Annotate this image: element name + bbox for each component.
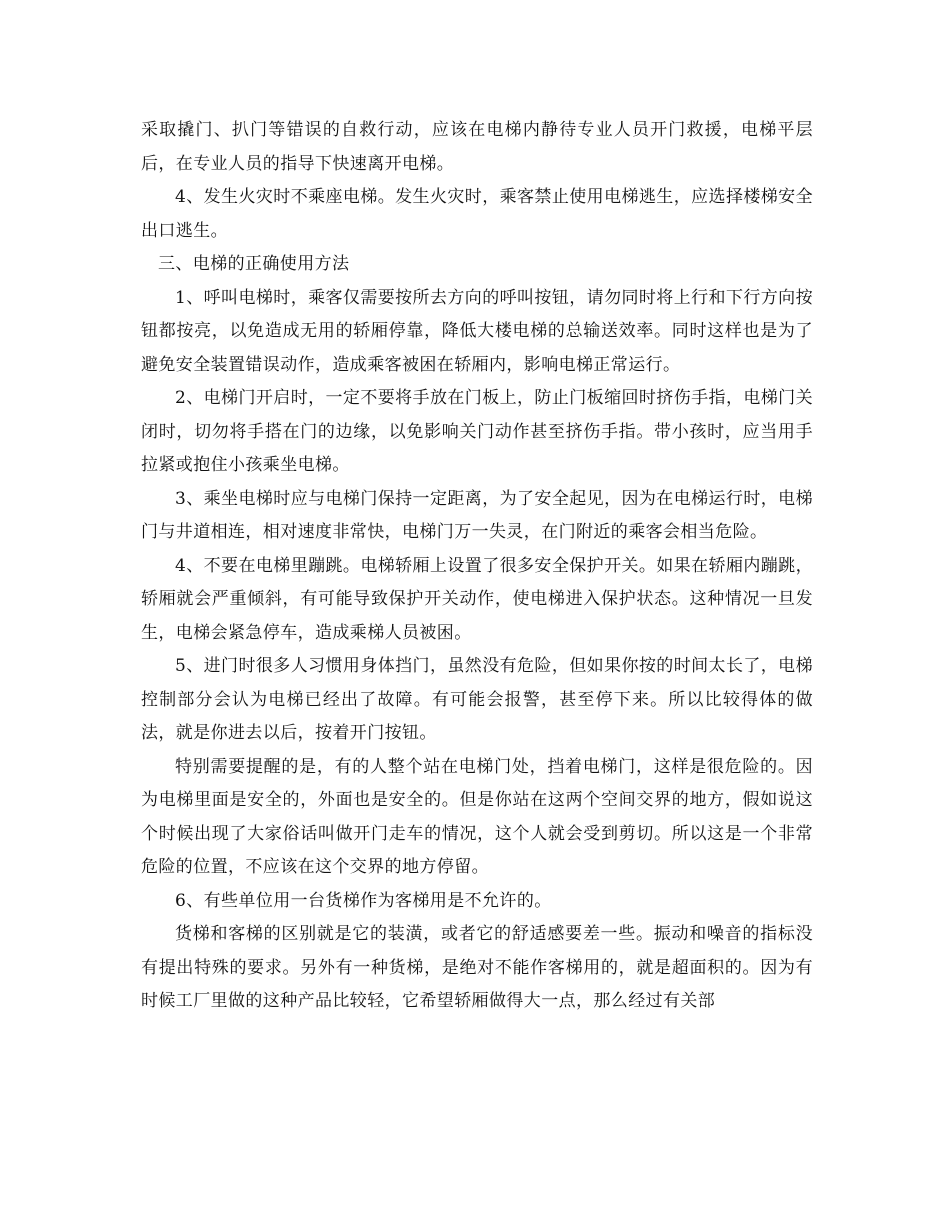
paragraph-rule-5: 5、进门时很多人习惯用身体挡门，虽然没有危险，但如果你按的时间太长了，电梯控制部分会认为电梯已经出了故障。有可能会报警，甚至停下来。所以比较得体的做法，就是你进去以后，按着开门按钮。 xyxy=(141,656,813,743)
paragraph-rule-2: 2、电梯门开启时，一定不要将手放在门板上，防止门板缩回时挤伤手指，电梯门关闭时，切勿将手搭在门的边缘，以免影响关门动作甚至挤伤手指。带小孩时，应当用手拉紧或抱住小孩乘坐电梯。 xyxy=(141,388,813,475)
section-heading-correct-usage: 三、电梯的正确使用方法 xyxy=(158,254,350,274)
paragraph-fire-rule: 4、发生火灾时不乘座电梯。发生火灾时，乘客禁止使用电梯逃生，应选择楼梯安全出口逃生。 xyxy=(141,187,813,241)
document-body xyxy=(141,114,813,1019)
paragraph-freight-elevator: 货梯和客梯的区别就是它的装潢，或者它的舒适感要差一些。振动和噪音的指标没有提出特殊的要求。另外有一种货梯，是绝对不能作客梯用的，就是超面积的。因为有时候工厂里做的这种产品比较轻，它希望轿厢做得大一点，那么经过有关部 xyxy=(141,924,813,1011)
paragraph-special-reminder: 特别需要提醒的是，有的人整个站在电梯门处，挡着电梯门，这样是很危险的。因为电梯里面是安全的，外面也是安全的。但是你站在这两个空间交界的地方，假如说这个时候出现了大家俗话叫做开门走车的情况，这个人就会受到剪切。所以这是一个非常危险的位置，不应该在这个交界的地方停留。 xyxy=(141,756,813,877)
paragraph-rule-3: 3、乘坐电梯时应与电梯门保持一定距离，为了安全起见，因为在电梯运行时，电梯门与井道相连，相对速度非常快，电梯门万一失灵，在门附近的乘客会相当危险。 xyxy=(141,488,813,542)
paragraph-rule-1: 1、呼叫电梯时，乘客仅需要按所去方向的呼叫按钮，请勿同时将上行和下行方向按钮都按亮，以免造成无用的轿厢停靠，降低大楼电梯的总输送效率。同时这样也是为了避免安全装置错误动作，造成乘客被困在轿厢内，影响电梯正常运行。 xyxy=(141,287,813,375)
paragraph-rescue-continuation: 采取撬门、扒门等错误的自救行动，应该在电梯内静待专业人员开门救援，电梯平层后，在专业人员的指导下快速离开电梯。 xyxy=(141,120,813,174)
paragraph-rule-6: 6、有些单位用一台货梯作为客梯用是不允许的。 xyxy=(175,890,552,911)
paragraph-rule-4: 4、不要在电梯里蹦跳。电梯轿厢上设置了很多安全保护开关。如果在轿厢内蹦跳，轿厢就会严重倾斜，有可能导致保护开关动作，使电梯进入保护状态。这种情况一旦发生，电梯会紧急停车，造成乘梯人员被困。 xyxy=(141,555,813,643)
